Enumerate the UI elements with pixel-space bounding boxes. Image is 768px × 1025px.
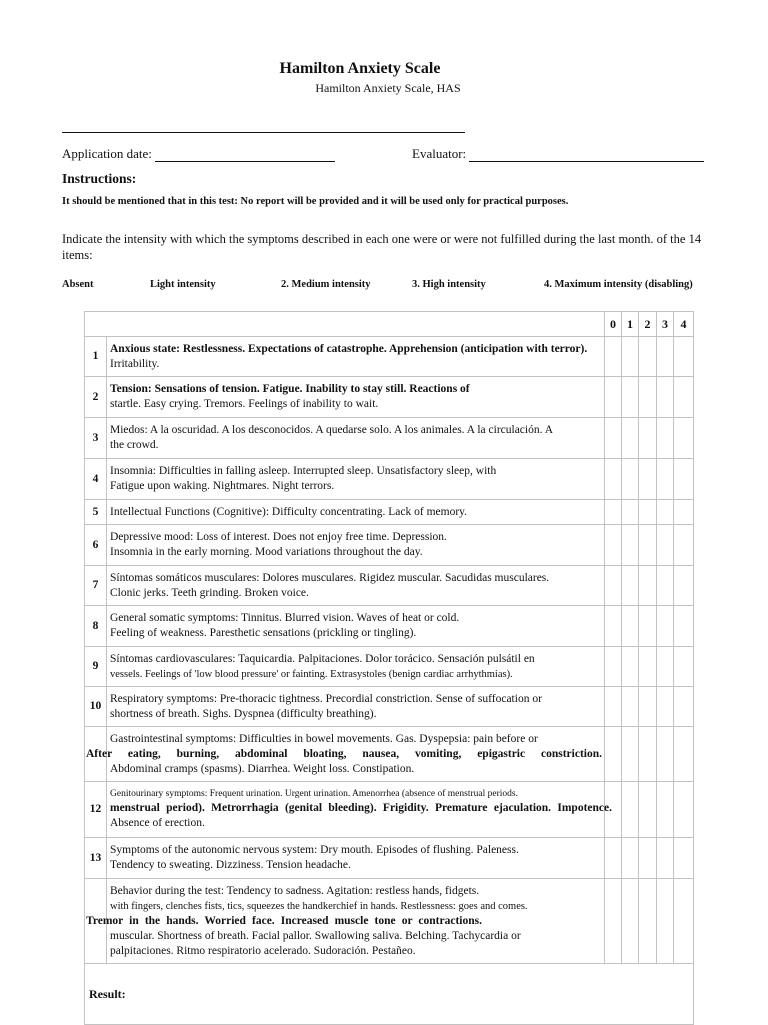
score-cell[interactable]	[622, 727, 639, 782]
score-cell[interactable]	[639, 879, 657, 964]
table-row	[85, 500, 694, 525]
score-cell[interactable]	[674, 879, 694, 964]
application-date-blank[interactable]	[155, 149, 335, 162]
item-line: Fatigue upon waking. Nightmares. Night terrors.	[110, 480, 335, 492]
score-cell[interactable]	[605, 525, 622, 566]
score-cell[interactable]	[657, 525, 674, 566]
score-cell[interactable]	[674, 525, 694, 566]
item-line: Symptoms of the autonomic nervous system: Dry mouth. Episodes of flushing. Paleness.	[110, 844, 519, 856]
table-row	[85, 566, 694, 606]
score-cell[interactable]	[657, 566, 674, 606]
table-row	[85, 782, 694, 838]
item-description	[107, 500, 605, 525]
score-cell[interactable]	[674, 647, 694, 687]
score-cell[interactable]	[674, 566, 694, 606]
item-description	[107, 687, 605, 727]
score-header-0: 0	[605, 312, 622, 337]
item-line: Depressive mood: Loss of interest. Does not enjoy free time. Depression.	[110, 531, 447, 543]
item-line: Insomnia: Difficulties in falling asleep. Interrupted sleep. Unsatisfactory sleep, with	[110, 465, 497, 477]
table-row	[85, 687, 694, 727]
application-date-field[interactable]	[62, 146, 335, 162]
item-line: palpitaciones. Ritmo respiratorio acelerado. Sudoración. Pestañeo.	[110, 944, 416, 957]
item-description	[107, 566, 605, 606]
result-row	[85, 964, 694, 1025]
score-cell[interactable]	[674, 337, 694, 377]
score-cell[interactable]	[674, 500, 694, 525]
evaluator-label: Evaluator:	[412, 146, 467, 161]
score-cell[interactable]	[622, 525, 639, 566]
item-description	[86, 727, 605, 782]
item-description	[107, 525, 605, 566]
score-cell[interactable]	[605, 647, 622, 687]
item-number: 7	[85, 566, 107, 606]
score-cell[interactable]	[639, 782, 657, 838]
score-cell[interactable]	[622, 500, 639, 525]
score-cell[interactable]	[605, 500, 622, 525]
item-line: After eating, burning, abdominal bloating, nausea, vomiting, epigastric constriction.	[86, 747, 602, 760]
item-line: shortness of breath. Sighs. Dyspnea (difficulty breathing).	[110, 707, 377, 720]
item-line: Síntomas cardiovasculares: Taquicardia. Palpitaciones. Dolor torácico. Sensación pulsátil en	[110, 652, 535, 665]
score-cell[interactable]	[639, 377, 657, 418]
table-header-row	[85, 312, 694, 337]
score-cell[interactable]	[657, 377, 674, 418]
score-cell[interactable]	[674, 782, 694, 838]
page-subtitle: Hamilton Anxiety Scale, HAS	[315, 81, 461, 95]
score-cell[interactable]	[657, 687, 674, 727]
item-description	[107, 838, 605, 879]
items-table	[84, 311, 694, 1025]
score-cell[interactable]	[622, 838, 639, 879]
item-number: 1	[85, 337, 107, 377]
score-cell[interactable]	[639, 606, 657, 647]
item-line: muscular. Shortness of breath. Facial pallor. Swallowing saliva. Belching. Tachycardia or	[110, 929, 521, 942]
score-cell[interactable]	[657, 606, 674, 647]
table-row	[85, 418, 694, 459]
item-number: 12	[85, 782, 107, 838]
item-description	[86, 879, 605, 964]
score-cell[interactable]	[622, 377, 639, 418]
item-line: Tension: Sensations of tension. Fatigue. Inability to stay still. Reactions of	[110, 383, 470, 395]
item-number: 6	[85, 525, 107, 566]
item-line: Abdominal cramps (spasms). Diarrhea. Weight loss. Constipation.	[110, 762, 415, 775]
score-cell[interactable]	[639, 337, 657, 377]
item-line: vessels. Feelings of 'low blood pressure' or fainting. Extrasystoles (benign cardiac arrhythmias).	[110, 668, 513, 680]
item-line: General somatic symptoms: Tinnitus. Blurred vision. Waves of heat or cold.	[110, 612, 460, 624]
score-cell[interactable]	[622, 647, 639, 687]
score-cell[interactable]	[657, 879, 674, 964]
score-cell[interactable]	[605, 377, 622, 418]
score-cell[interactable]	[622, 606, 639, 647]
item-number: 3	[85, 418, 107, 459]
score-cell[interactable]	[622, 687, 639, 727]
score-cell[interactable]	[622, 459, 639, 500]
legend-high: 3. High intensity	[412, 279, 486, 290]
score-cell[interactable]	[657, 337, 674, 377]
score-cell[interactable]	[657, 782, 674, 838]
score-cell[interactable]	[605, 337, 622, 377]
item-line: menstrual period). Metrorrhagia (genital bleeding). Frigidity. Premature ejaculation. Impotence.	[110, 802, 612, 814]
item-description	[107, 459, 605, 500]
item-description	[107, 782, 612, 838]
item-line: Miedos: A la oscuridad. A los desconocidos. A quedarse solo. A los animales. A la circulación. A	[110, 424, 554, 436]
item-line: Tendency to sweating. Dizziness. Tension headache.	[110, 859, 351, 871]
item-description	[107, 606, 605, 647]
score-cell[interactable]	[657, 647, 674, 687]
score-cell[interactable]	[605, 459, 622, 500]
legend-light: Light intensity	[150, 279, 216, 290]
legend-absent: Absent	[62, 279, 94, 290]
score-cell[interactable]	[622, 337, 639, 377]
score-cell[interactable]	[622, 879, 639, 964]
score-cell[interactable]	[622, 782, 639, 838]
score-cell[interactable]	[639, 647, 657, 687]
legend-medium: 2. Medium intensity	[281, 279, 371, 290]
score-cell[interactable]	[639, 418, 657, 459]
table-row	[85, 525, 694, 566]
page-title: Hamilton Anxiety Scale	[279, 60, 441, 77]
table-row	[85, 459, 694, 500]
item-line: Intellectual Functions (Cognitive): Difficulty concentrating. Lack of memory.	[110, 505, 468, 518]
score-cell[interactable]	[674, 727, 694, 782]
item-number: 9	[85, 647, 107, 687]
score-cell[interactable]	[639, 459, 657, 500]
score-cell[interactable]	[605, 838, 622, 879]
table-row	[85, 647, 694, 687]
score-cell[interactable]	[639, 687, 657, 727]
score-cell[interactable]	[639, 838, 657, 879]
score-cell[interactable]	[674, 459, 694, 500]
score-cell[interactable]	[605, 879, 622, 964]
score-header-3: 3	[657, 312, 674, 337]
item-line: Behavior during the test: Tendency to sadness. Agitation: restless hands, fidgets.	[110, 884, 480, 897]
item-number: 10	[85, 687, 107, 727]
score-cell[interactable]	[657, 500, 674, 525]
score-cell[interactable]	[639, 525, 657, 566]
item-number: 8	[85, 606, 107, 647]
item-line: with fingers, clenches fists, tics, squeezes the handkerchief in hands. Restlessness: goes and comes.	[110, 900, 528, 912]
item-number: 13	[85, 838, 107, 879]
item-line: Síntomas somáticos musculares: Dolores musculares. Rigidez muscular. Sacudidas musculares.	[110, 571, 550, 584]
table-row	[85, 727, 694, 782]
item-line: Tremor in the hands. Worried face. Increased muscle tone or contractions.	[86, 914, 482, 927]
score-cell[interactable]	[605, 566, 622, 606]
score-cell[interactable]	[605, 418, 622, 459]
item-line: Clonic jerks. Teeth grinding. Broken voice.	[110, 586, 309, 599]
score-cell[interactable]	[674, 377, 694, 418]
item-line: startle. Easy crying. Tremors. Feelings of inability to wait.	[110, 398, 379, 410]
instructions-note: It should be mentioned that in this test: No report will be provided and it will be used only for practical purposes.	[62, 196, 569, 207]
item-description	[107, 418, 605, 459]
score-cell[interactable]	[605, 727, 622, 782]
score-cell[interactable]	[622, 566, 639, 606]
item-line: Irritability.	[110, 357, 160, 370]
score-cell[interactable]	[674, 687, 694, 727]
score-cell[interactable]	[657, 459, 674, 500]
score-cell[interactable]	[639, 500, 657, 525]
score-header-2: 2	[639, 312, 657, 337]
table-row	[85, 377, 694, 418]
table-row	[85, 337, 694, 377]
application-date-label: Application date:	[62, 146, 152, 161]
score-cell[interactable]	[674, 606, 694, 647]
score-cell[interactable]	[605, 606, 622, 647]
evaluator-field[interactable]	[412, 146, 704, 162]
result-label: Result:	[89, 986, 126, 1001]
score-cell[interactable]	[622, 418, 639, 459]
score-cell[interactable]	[674, 838, 694, 879]
item-description	[107, 377, 605, 418]
table-row	[85, 606, 694, 647]
item-description	[107, 337, 605, 377]
name-line[interactable]	[62, 132, 465, 133]
score-cell[interactable]	[657, 418, 674, 459]
score-header-4: 4	[674, 312, 694, 337]
item-number: 5	[85, 500, 107, 525]
score-cell[interactable]	[657, 838, 674, 879]
score-cell[interactable]	[674, 418, 694, 459]
item-line: the crowd.	[110, 439, 159, 451]
evaluator-blank[interactable]	[469, 149, 704, 162]
item-line: Insomnia in the early morning. Mood variations throughout the day.	[110, 546, 423, 558]
item-line: Gastrointestinal symptoms: Difficulties in bowel movements. Gas. Dyspepsia: pain before or	[110, 732, 538, 745]
item-line: Anxious state: Restlessness. Expectations of catastrophe. Apprehension (anticipation with terror).	[110, 342, 588, 355]
item-number: 4	[85, 459, 107, 500]
item-line: Genitourinary symptoms: Frequent urination. Urgent urination. Amenorrhea (absence of menstrual periods.	[110, 789, 518, 799]
legend-maximum: 4. Maximum intensity (disabling)	[544, 279, 693, 290]
table-row	[85, 879, 694, 964]
result-cell[interactable]	[85, 964, 694, 1025]
score-cell[interactable]	[657, 727, 674, 782]
score-header-1: 1	[622, 312, 639, 337]
header-blank	[85, 312, 605, 337]
score-cell[interactable]	[639, 566, 657, 606]
score-cell[interactable]	[639, 727, 657, 782]
item-line: Respiratory symptoms: Pre-thoracic tightness. Precordial constriction. Sense of suffocation or	[110, 692, 542, 705]
instructions-indicate: Indicate the intensity with which the symptoms described in each one were or were not fulfilled during the last month. of the 14 items:	[62, 232, 702, 262]
table-row	[85, 838, 694, 879]
item-description	[107, 647, 605, 687]
score-cell[interactable]	[605, 687, 622, 727]
item-number: 2	[85, 377, 107, 418]
instructions-heading: Instructions:	[62, 171, 137, 186]
item-line: Absence of erection.	[110, 817, 205, 829]
item-line: Feeling of weakness. Paresthetic sensations (prickling or tingling).	[110, 627, 417, 639]
